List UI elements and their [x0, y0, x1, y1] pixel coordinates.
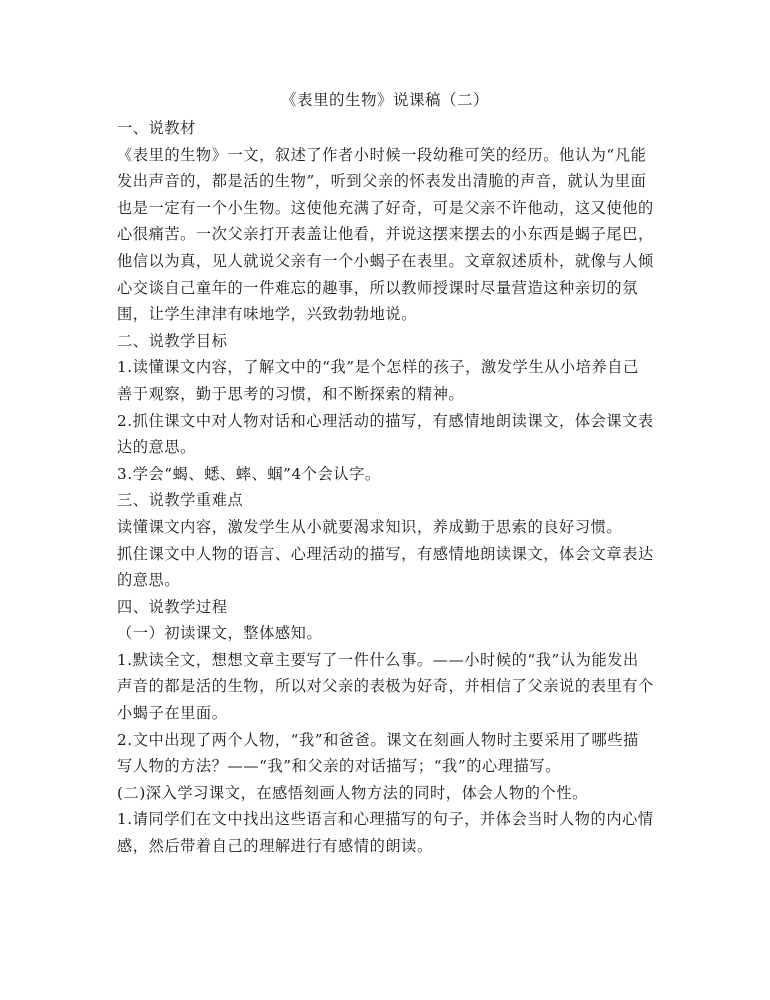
text-line: 抓住课文中人物的语言、心理活动的描写，有感情地朗读课文，体会文章表达 [117, 544, 654, 563]
text-line: 心交谈自己童年的一件难忘的趣事，所以教师授课时尽量营造这种亲切的氛 [117, 278, 638, 297]
text-line: 善于观察，勤于思考的习惯，和不断探索的精神。 [117, 384, 465, 403]
text-line: 达的意思。 [117, 438, 196, 457]
text-line: 他信以为真，见人就说父亲有一个小蝎子在表里。文章叙述质朴，就像与人倾 [117, 251, 654, 270]
text-line: 2.文中出现了两个人物，“我”和爸爸。课文在刻画人物时主要采用了哪些描 [117, 730, 639, 749]
text-line: 1.默读全文，想想文章主要写了一件什么事。——小时候的“我”认为能发出 [117, 650, 639, 669]
text-line: 《表里的生物》一文，叙述了作者小时候一段幼稚可笑的经历。他认为“凡能 [117, 145, 647, 164]
text-line: （一）初读课文，整体感知。 [117, 624, 323, 643]
document-body [117, 115, 657, 860]
text-line: (二)深入学习课文，在感悟刻画人物方法的同时，体会人物的个性。 [117, 783, 588, 802]
text-line: 三、说教学重难点 [117, 491, 244, 510]
text-line: 围，让学生津津有味地学，兴致勃勃地说。 [117, 305, 417, 324]
text-line: 1.读懂课文内容，了解文中的“我”是个怎样的孩子，激发学生从小培养自己 [117, 358, 639, 377]
text-line: 1.请同学们在文中找出这些语言和心理描写的句子，并体会当时人物的内心情 [117, 810, 654, 829]
text-line: 一、说教材 [117, 119, 196, 137]
document-title: 《表里的生物》说课稿（二） [280, 91, 489, 109]
text-line: 四、说教学过程 [117, 597, 228, 616]
text-line: 心很痛苦。一次父亲打开表盖让他看，并说这摆来摆去的小东西是蝎子尾巴， [117, 225, 654, 244]
text-line: 感，然后带着自己的理解进行有感情的朗读。 [117, 837, 433, 856]
text-line: 写人物的方法？——“我”和父亲的对话描写；“我”的心理描写。 [117, 757, 561, 776]
text-line: 读懂课文内容，激发学生从小就要渴求知识，养成勤于思索的良好习惯。 [117, 517, 623, 536]
text-line: 小蝎子在里面。 [117, 704, 228, 723]
text-line: 的意思。 [117, 571, 181, 590]
text-line: 2.抓住课文中对人物对话和心理活动的描写，有感情地朗读课文，体会课文表 [117, 411, 654, 430]
text-line: 二、说教学目标 [117, 331, 228, 350]
text-line: 声音的都是活的生物，所以对父亲的表极为好奇，并相信了父亲说的表里有个 [117, 677, 654, 696]
text-line: 发出声音的，都是活的生物”，听到父亲的怀表发出清脆的声音，就认为里面 [117, 172, 647, 191]
text-line: 也是一定有一个小生物。这使他充满了好奇，可是父亲不许他动，这又使他的 [117, 198, 654, 217]
text-line: 3.学会“蝎、蟋、蟀、蝈”4个会认字。 [117, 464, 381, 483]
